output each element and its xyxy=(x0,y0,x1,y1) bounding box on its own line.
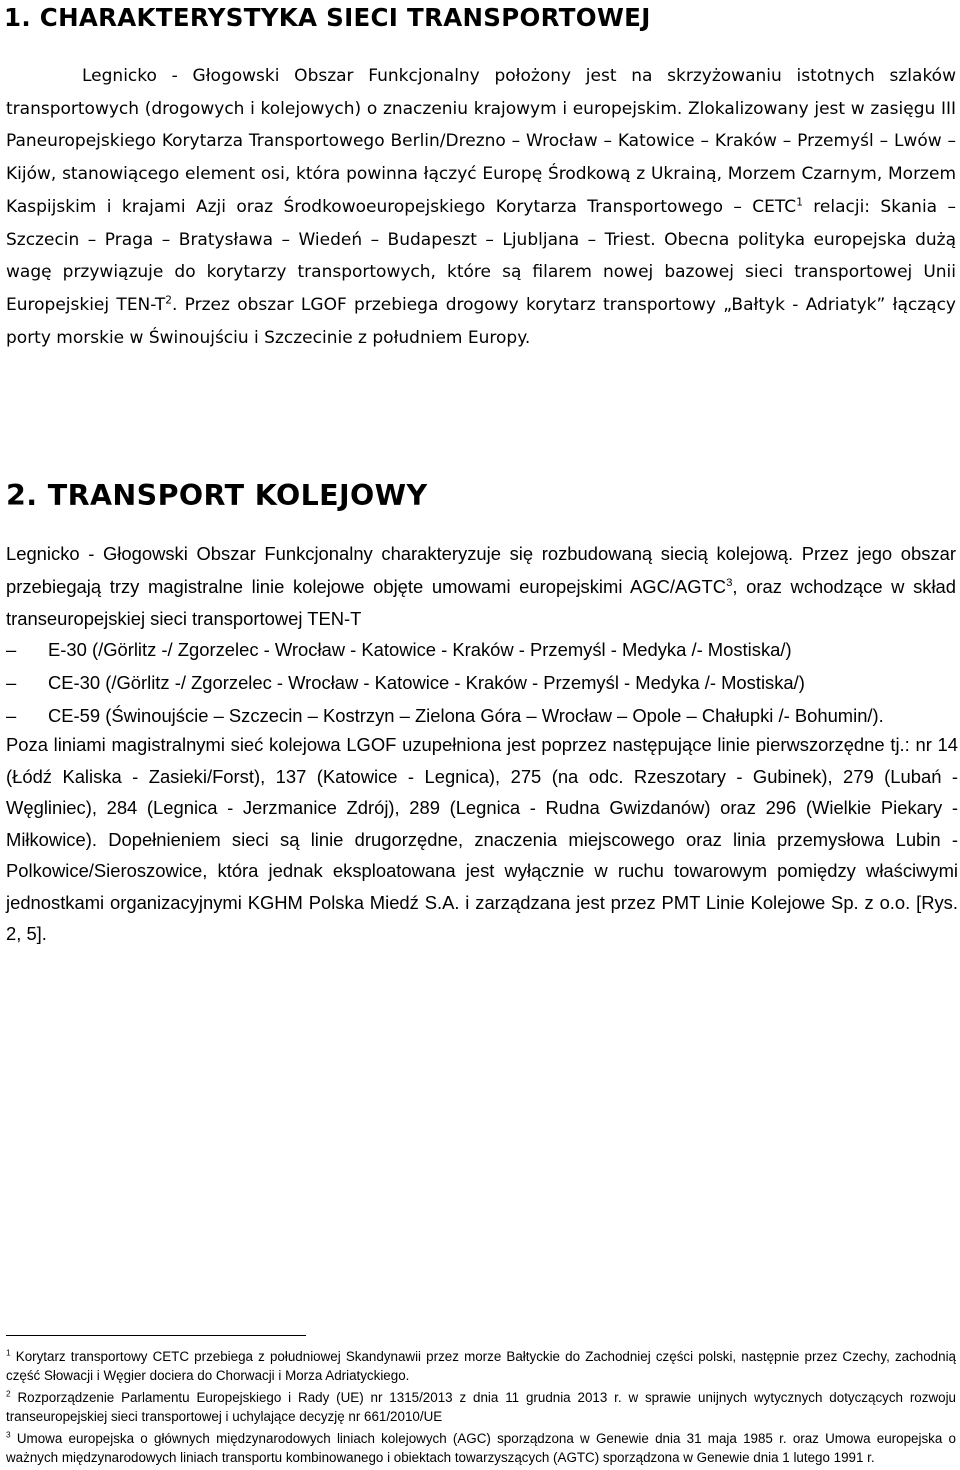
footnote-ref-3: 3 xyxy=(726,576,733,589)
footnote-divider xyxy=(6,1335,306,1336)
paragraph-text: Legnicko - Głogowski Obszar Funkcjonalny charakteryzuje się rozbudowaną siecią kolejową. Przez jego obszar przebiegają trzy magistralne linie kolejowe objęte umowami europejskimi AGC/AGTC xyxy=(6,543,956,597)
section-1-heading: 1. CHARAKTERYSTYKA SIECI TRANSPORTOWEJ xyxy=(4,3,651,32)
section-2-intro-paragraph xyxy=(6,538,956,636)
footnote-ref-1: 1 xyxy=(796,196,803,209)
footnote-number: 1 xyxy=(6,1347,11,1358)
footnote-text: Umowa europejska o głównych międzynarodowych liniach kolejowych (AGC) sporządzona w Genewie dnia 31 maja 1985 r. oraz Umowa europejska o ważnych międzynarodowych liniach transportu kombinowanego i obiektach towarzyszących (AGTC) sporządzona w Genewie dnia 1 lutego 1991 r. xyxy=(6,1431,956,1465)
paragraph-text: . Przez obszar LGOF przebiega drogowy korytarz transportowy „Bałtyk - Adriatyk” łączący porty morskie w Świnoujściu i Szczecinie z południem Europy. xyxy=(6,294,956,348)
footnote-text: Rozporządzenie Parlamentu Europejskiego i Rady (UE) nr 1315/2013 z dnia 11 grudnia 2013 r. w sprawie unijnych wytycznych dotyczących rozwoju transeuropejskiej sieci transportowej i uchylające decyzję nr 661/2010/UE xyxy=(6,1390,956,1424)
footnote-number: 2 xyxy=(6,1388,11,1399)
dash-bullet: – xyxy=(6,705,17,726)
footnote-3 xyxy=(6,1429,956,1467)
footnote-number: 3 xyxy=(6,1429,11,1440)
footnote-text: Korytarz transportowy CETC przebiega z południowej Skandynawii przez morze Bałtyckie do Zachodniej części polski, następnie przez Czechy, zachodnią część Słowacji i Węgier dociera do Chorwacji i Morza Adriatyckiego. xyxy=(6,1349,956,1383)
section-1-paragraph xyxy=(6,60,956,354)
route-text: CE-30 (/Görlitz -/ Zgorzelec - Wrocław - Katowice - Kraków - Przemyśl - Medyka /- Mostiska/) xyxy=(48,672,805,693)
paragraph-text: Legnicko - Głogowski Obszar Funkcjonalny położony jest na skrzyżowaniu istotnych szlaków transportowych (drogowych i kolejowych) o znaczeniu krajowym i europejskim. Zlokalizowany jest w zasięgu III Paneuropejskiego Korytarza Transportowego Berlin/Drezno – Wrocław – Katowice – Kraków – Przemyśl – Lwów – Kijów, stanowiącego element osi, która powinna łączyć Europę Środkową z Ukrainą, Morzem Czarnym, Morzem Kaspijskim i krajami Azji oraz Środkowoeuropejskiego Korytarza Transportowego – CETC xyxy=(6,66,956,217)
footnote-1 xyxy=(6,1347,956,1385)
paragraph-text: , oraz wchodzące w skład transeuropejskiej sieci transportowej TEN-T xyxy=(6,575,957,629)
section-2-lines-paragraph: Poza liniami magistralnymi sieć kolejowa LGOF uzupełniona jest poprzez następujące linie pierwszorzędne tj.: nr 14 (Łódź Kaliska - Zasieki/Forst), 137 (Katowice - Legnica), 275 (na odc. Rzeszotary - Gubinek), 279 (Lubań - Węgliniec), 284 (Legnica - Jerzmanice Zdrój), 289 (Legnica - Rudna Gwizdanów) oraz 296 (Wielkie Piekary - Miłkowice). Dopełnieniem sieci są linie drugorzędne, znaczenia miejscowego oraz linia przemysłowa Lubin - Polkowice/Sieroszowice, która jednak eksploatowana jest wyłącznie w ruchu towarowym pomiędzy właściwymi jednostkami organizacyjnymi KGHM Polska Miedź S.A. i zarządzana jest przez PMT Linie Kolejowe Sp. z o.o. [Rys. 2, 5]. xyxy=(6,734,958,944)
railway-lines-list xyxy=(6,633,956,732)
section-2-heading: 2. TRANSPORT KOLEJOWY xyxy=(6,479,428,512)
dash-bullet: – xyxy=(6,672,17,693)
dash-bullet: – xyxy=(6,639,17,660)
route-text: E-30 (/Görlitz -/ Zgorzelec - Wrocław - Katowice - Kraków - Przemyśl - Medyka /- Mostiska/) xyxy=(48,639,792,660)
footnote-ref-2: 2 xyxy=(165,294,172,307)
list-item xyxy=(6,633,956,666)
route-text: CE-59 (Świnoujście – Szczecin – Kostrzyn – Zielona Góra – Wrocław – Opole – Chałupki /- Bohumin/). xyxy=(48,705,884,726)
footnote-2 xyxy=(6,1388,956,1426)
paragraph-text: relacji: Skania – Szczecin – Praga – Bratysława – Wiedeń – Budapeszt – Ljubljana – Triest. Obecna polityka europejska dużą wagę przywiązuje do korytarzy transportowych, które są filarem nowej bazowej sieci transportowej Unii Europejskiej TEN-T xyxy=(6,196,956,315)
footnotes xyxy=(6,1347,956,1470)
list-item xyxy=(6,699,956,732)
list-item xyxy=(6,666,956,699)
